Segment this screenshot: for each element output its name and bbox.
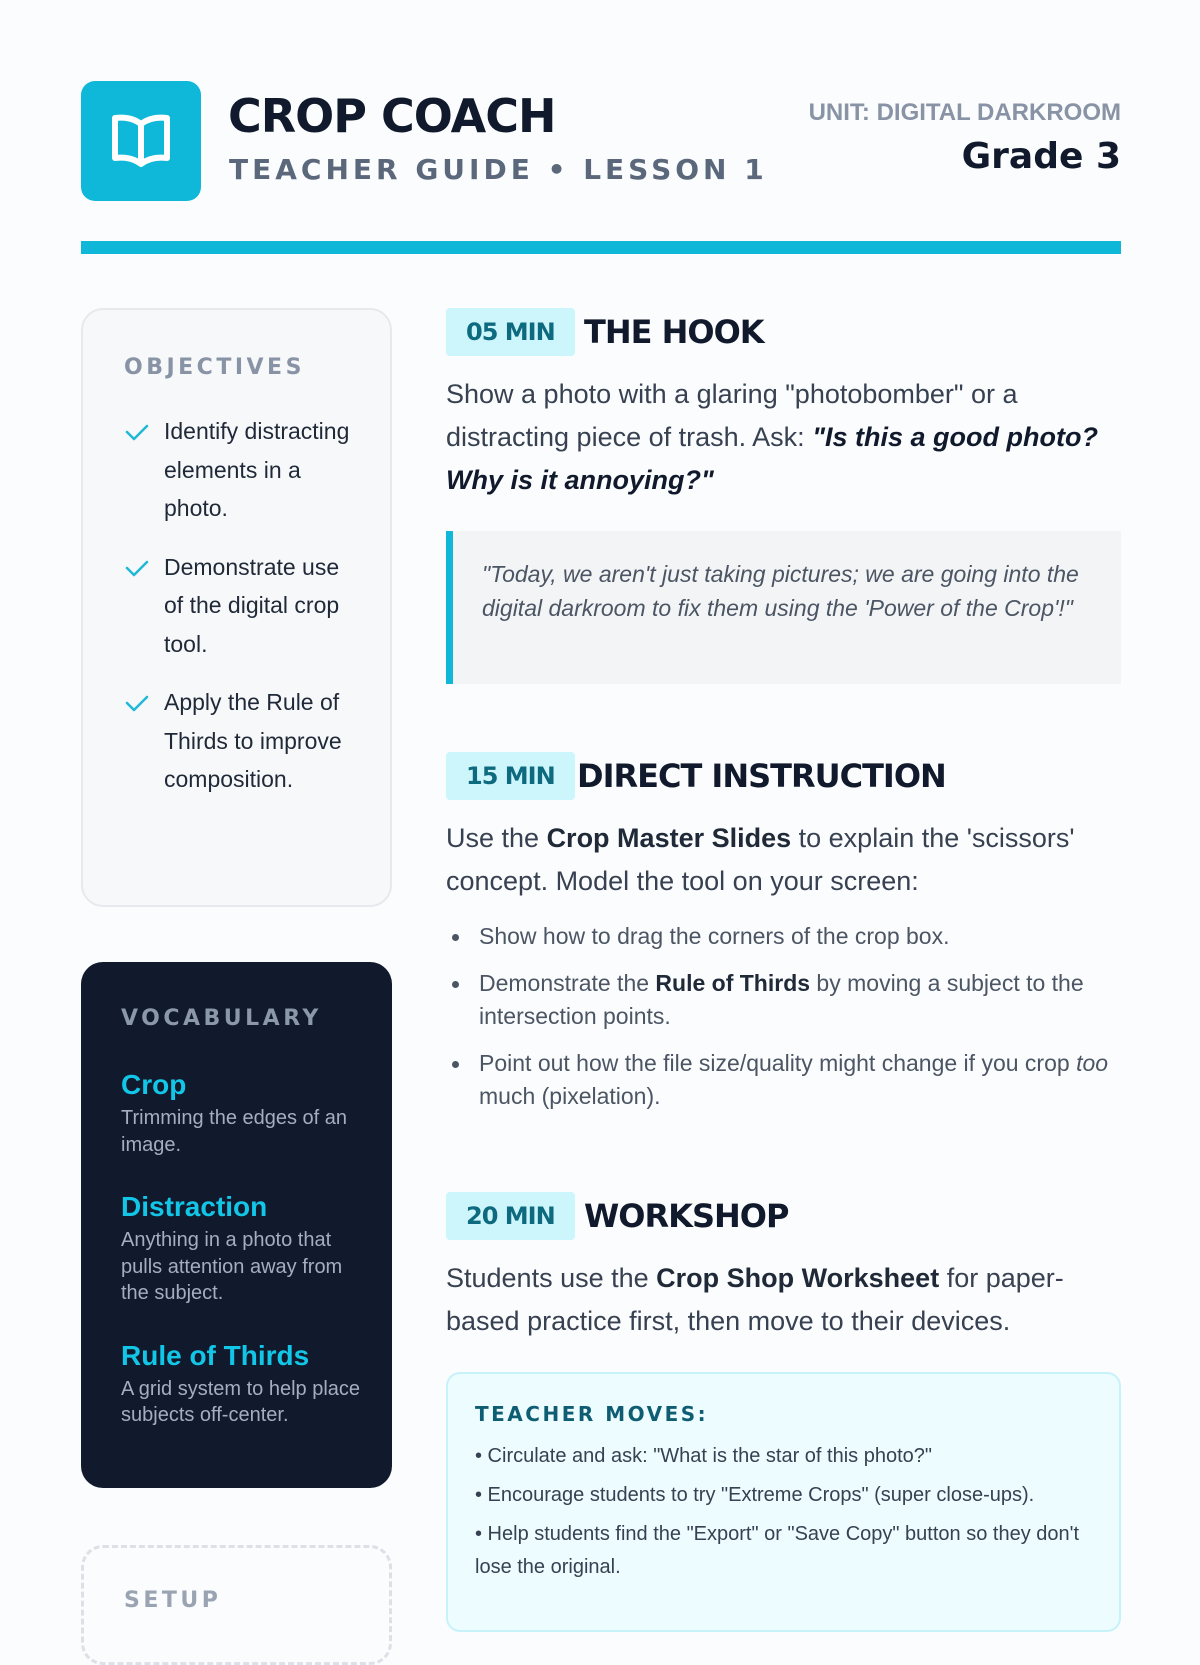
brand-title: CROP COACH <box>228 89 556 143</box>
setup-label: SETUP <box>124 1588 222 1613</box>
hook-question: "Is this a good photo? Why is it annoying?" <box>446 422 1098 495</box>
instruction-text-part: Use the <box>446 823 547 853</box>
list-item <box>446 1047 1121 1114</box>
objective-item <box>124 548 364 664</box>
setup-card <box>81 1545 392 1665</box>
resource-name: Crop Master Slides <box>546 823 792 853</box>
resource-name: Crop Shop Worksheet <box>656 1263 940 1293</box>
vocabulary-label: VOCABULARY <box>121 1006 322 1031</box>
list-item: • Encourage students to try "Extreme Crops" (super close-ups). <box>475 1484 1035 1506</box>
bullet-text: Show how to drag the corners of the crop box. <box>479 923 950 949</box>
unit-label: UNIT: DIGITAL DARKROOM <box>808 99 1121 126</box>
objectives-list <box>124 412 364 819</box>
bullet-text: Point out how the file size/quality might change if you crop <box>479 1049 1077 1076</box>
instruction-heading <box>446 752 1121 800</box>
bullet-emphasis: too <box>1076 1049 1109 1076</box>
objectives-label: OBJECTIVES <box>124 355 305 380</box>
hook-text <box>446 373 1121 502</box>
workshop-section <box>446 1192 1121 1343</box>
list-item: • Help students find the "Export" or "Save Copy" button so they don't lose the original. <box>475 1523 1080 1578</box>
time-badge: 05 MIN <box>446 308 575 356</box>
vocabulary-term: Crop <box>121 1069 187 1100</box>
instruction-text-part: to explain the 'scissors' concept. Model the tool on your screen: <box>446 823 1075 896</box>
bullet-text: by moving a subject to the intersection points. <box>479 969 1084 1029</box>
workshop-heading <box>446 1192 1121 1240</box>
checkmark-icon <box>124 422 150 442</box>
vocabulary-item <box>121 1339 361 1429</box>
vocabulary-definition: A grid system to help place subjects off-center. <box>121 1377 361 1426</box>
section-title: WORKSHOP <box>584 1197 789 1235</box>
workshop-text-part: for paper-based practice first, then move to their devices. <box>446 1263 1064 1336</box>
hook-section <box>446 308 1121 502</box>
grade-label: Grade 3 <box>961 136 1121 177</box>
list-item <box>446 967 1121 1034</box>
objective-item <box>124 683 364 799</box>
hook-text-intro: Show a photo with a glaring "photobomber" or a distracting piece of trash. Ask: <box>446 379 1018 452</box>
workshop-text <box>446 1257 1121 1343</box>
bullet-text: Demonstrate the <box>479 969 656 996</box>
bullet-text: much (pixelation). <box>479 1083 661 1109</box>
vocabulary-list <box>121 1068 361 1461</box>
objective-text: Apply the Rule of Thirds to improve composition. <box>164 689 342 792</box>
checkmark-icon <box>124 693 150 713</box>
list-item: • Circulate and ask: "What is the star of this photo?" <box>475 1445 932 1467</box>
workshop-text-part: Students use the <box>446 1263 657 1293</box>
teacher-moves-card <box>446 1372 1121 1632</box>
vocabulary-item <box>121 1068 361 1158</box>
header-divider <box>81 241 1121 254</box>
vocabulary-card <box>81 962 392 1488</box>
objective-text: Identify distracting elements in a photo. <box>164 418 350 521</box>
teacher-script-quote: "Today, we aren't just taking pictures; we are going into the digital darkroom to fix them using the 'Power of the Crop'!" <box>446 531 1121 684</box>
teacher-moves-list <box>475 1440 1090 1590</box>
teacher-moves-label: TEACHER MOVES: <box>475 1402 709 1426</box>
logo <box>81 81 201 201</box>
vocabulary-term: Rule of Thirds <box>121 1339 310 1371</box>
bullet-emphasis: Rule of Thirds <box>655 969 811 996</box>
guide-header <box>81 81 1121 201</box>
guide-subtitle: TEACHER GUIDE • LESSON 1 <box>229 153 768 186</box>
objectives-card <box>81 308 392 907</box>
objective-item <box>124 412 364 528</box>
instruction-text <box>446 817 1121 903</box>
hook-heading <box>446 308 1121 356</box>
list-item <box>446 920 1121 954</box>
vocabulary-definition: Trimming the edges of an image. <box>121 1107 348 1156</box>
vocabulary-item <box>121 1190 361 1307</box>
instruction-section <box>446 752 1121 1127</box>
vocabulary-definition: Anything in a photo that pulls attention away from the subject. <box>121 1229 343 1304</box>
open-book-icon <box>109 112 173 170</box>
instruction-bullets <box>446 920 1121 1114</box>
time-badge: 20 MIN <box>446 1192 575 1240</box>
section-title: DIRECT INSTRUCTION <box>577 757 946 795</box>
time-badge: 15 MIN <box>446 752 575 800</box>
objective-text: Demonstrate use of the digital crop tool. <box>164 553 340 657</box>
vocabulary-term: Distraction <box>121 1191 268 1222</box>
section-title: THE HOOK <box>584 313 764 351</box>
checkmark-icon <box>124 558 150 578</box>
